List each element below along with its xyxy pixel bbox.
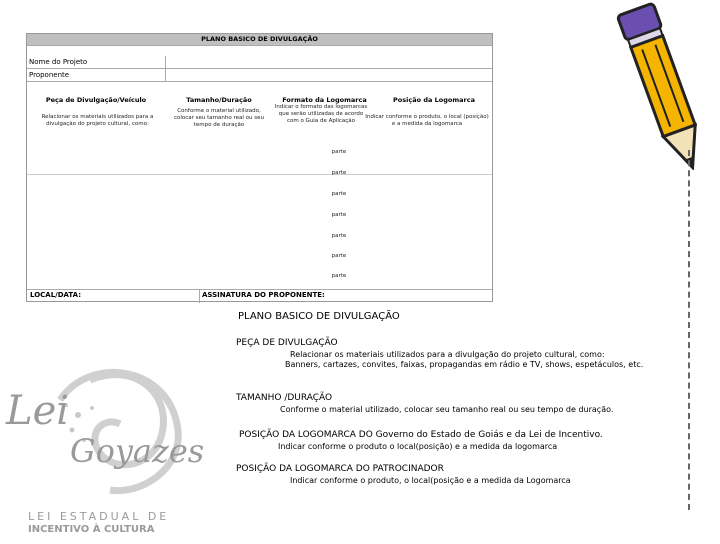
lei-goyazes-logo [0,360,230,540]
form-preview [26,33,493,302]
peca-text-2: Banners, cartazes, convites, faixas, propagandas em rádio e TV, shows, espetáculos, etc. [285,360,644,369]
parte-2: parte [331,170,347,176]
parte-7: parte [331,273,347,279]
parte-1: parte [331,149,347,155]
tamanho-heading: TAMANHO /DURAÇÃO [236,393,333,403]
peca-text-1: Relacionar os materiais utilizados para a divulgação do projeto cultural, como: [290,350,605,359]
assinatura-label: ASSINATURA DO PROPONENTE: [202,291,325,299]
pencil-illustration [590,0,720,170]
header-posicao: Posição da Logomarca [393,96,475,104]
peca-heading: PEÇA DE DIVULGAÇÃO [236,338,338,348]
parte-5: parte [331,233,347,239]
pencil-icon [590,0,720,170]
parte-4: parte [331,212,347,218]
row1-peca: Relacionar os materiais utilizados para a divulgação do projeto cultural, como: [41,114,154,127]
parte-3: parte [331,191,347,197]
row1-formato: Indicar o formato das logomarcas que serão utilizadas de acordo com o Guia de Aplicação [274,104,368,124]
posicao-governo-text: Indicar conforme o produto o local(posição) e a medida da logomarca [278,442,558,451]
posicao-patrocinador-text: Indicar conforme o produto, o local(posição e a medida da Logomarca [290,476,571,485]
posicao-patrocinador-heading: POSIÇÃO DA LOGOMARCA DO PATROCINADOR [236,464,444,474]
form-title: PLANO BASICO DE DIVULGAÇÃO [27,34,492,45]
logo-script-lei: Lei [6,388,70,434]
notebook-edge [688,150,694,510]
proponente-label: Proponente [27,69,166,81]
nome-projeto-label: Nome do Projeto [27,56,166,68]
header-tamanho: Tamanho/Duração [186,96,252,104]
explanation-title: PLANO BASICO DE DIVULGAÇÃO [238,311,400,322]
row1-tamanho: Conforme o material utilizado, colocar seu tamanho real ou seu tempo de duração [173,108,264,128]
local-data-label: LOCAL/DATA: [30,291,81,299]
logo-line-1: LEI ESTADUAL DE [28,510,170,523]
header-formato: Formato da Logomarca [282,96,367,104]
header-peca: Peça de Divulgação/Veículo [45,96,147,104]
tamanho-text: Conforme o material utilizado, colocar seu tamanho real ou seu tempo de duração. [280,405,614,414]
logo-script-goyazes: Goyazes [70,432,205,470]
parte-6: parte [331,253,347,259]
posicao-governo-line: POSIÇÃO DA LOGOMARCA DO Governo do Estado de Goiás e da Lei de Incentivo. [239,430,603,440]
row1-posicao: Indicar conforme o produto, o local (posição) e a medida da logomarca [365,114,489,127]
logo-line-2: INCENTIVO À CULTURA [28,524,155,535]
